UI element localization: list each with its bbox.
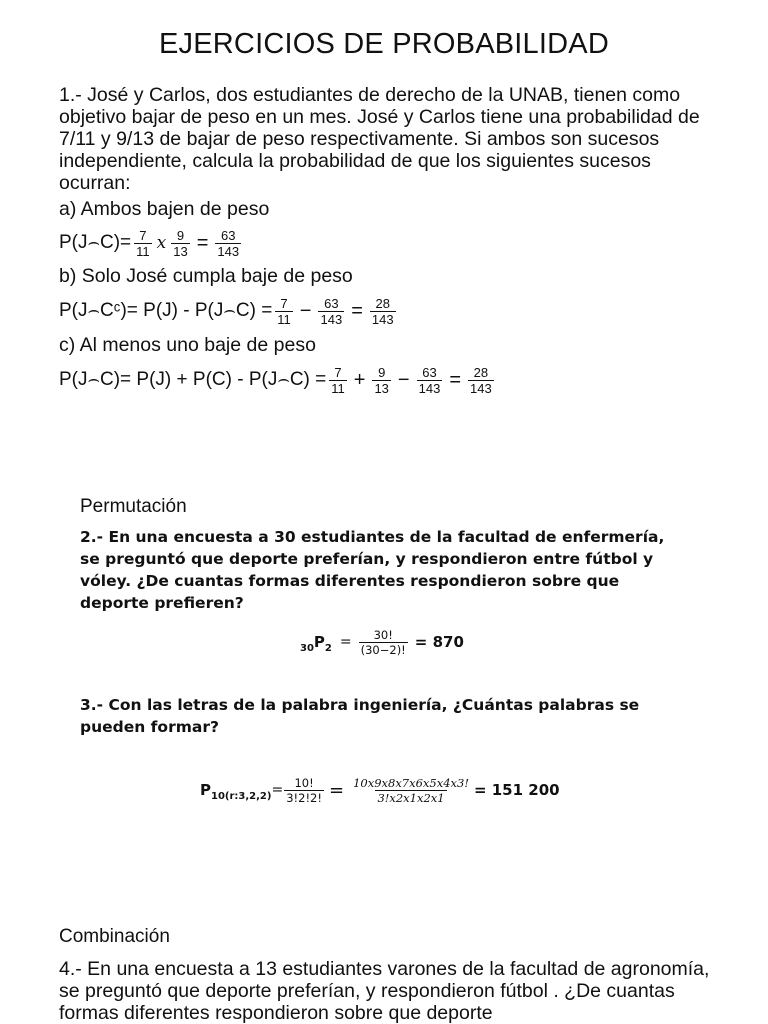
question-2-formula [300,622,464,662]
equals-sign: = [339,634,352,650]
question-3: 3.- Con las letras de la palabra ingeniería, ¿Cuántas palabras se pueden formar? [80,696,640,736]
exercise-1a-label: a) Ambos bajen de peso [59,198,270,220]
equals-sign: = [328,779,345,801]
fraction: $\frac{10x9x8x7x6x5x4x3!}{3!x2x1x2x1}$ [353,775,469,805]
fraction: $\frac{9}{13}$ [374,364,389,396]
equals-sign: = [196,231,209,254]
fraction: $\frac{63}{143}$ [217,227,240,259]
fraction: $\frac{63}{143}$ [320,295,343,327]
exercise-1b-label: b) Solo José cumpla baje de peso [59,265,353,287]
formula-lhs: P(J⌢C)= [59,232,132,253]
fraction: $\frac{7}{11}$ [136,227,150,259]
result: = 151 200 [473,781,560,799]
minus-sign: − [397,368,410,391]
page-title: EJERCICIOS DE PROBABILIDAD [159,28,609,60]
question-2: 2.- En una encuesta a 30 estudiantes de la facultad de enfermería, se preguntó que deporte preferían, y respondieron entre fútbol y vóley. ¿De cuantas formas diferentes respondieron sobre que deporte prefieren? [80,528,665,612]
minus-sign: − [299,299,312,322]
exercise-1a-formula [59,222,244,264]
exercise-1c-label: c) Al menos uno baje de peso [59,334,316,356]
permutation-heading: Permutación [80,496,187,517]
plus-sign: + [353,368,366,391]
exercise-1b-formula [59,290,399,332]
fraction: $\frac{63}{143}$ [418,364,441,396]
times-sign: x [156,233,167,253]
permutation-symbol: P [313,633,325,651]
equals-sign: = [271,782,284,798]
combination-heading: Combinación [59,926,170,947]
formula-lhs: P(J⌢Cᶜ)= P(J) - P(J⌢C) = [59,300,273,321]
permutation-r: 2 [324,642,332,654]
permutation-symbol: P [200,781,211,799]
permutation-n: 30 [300,642,314,654]
question-3-formula [200,768,560,812]
fraction: $\frac{7}{11}$ [277,295,291,327]
fraction: $\frac{28}{143}$ [470,364,492,396]
fraction: $\frac{7}{11}$ [331,364,345,396]
equals-sign: = [449,368,461,391]
equals-sign: = [351,299,363,322]
fraction: $\frac{30!}{(30-2)!}$ [360,627,406,657]
fraction: $\frac{10!}{3!2!2!}$ [286,775,322,805]
permutation-subscript: 10(r:3,2,2) [211,790,272,802]
formula-lhs: P(J⌢C)= P(J) + P(C) - P(J⌢C) = [59,369,327,390]
exercise-1-statement: 1.- José y Carlos, dos estudiantes de derecho de la UNAB, tienen como objetivo bajar de peso en un mes. José y Carlos tiene una probabilidad de 7/11 y 9/13 de bajar de peso respectivamente. Si ambos son sucesos independiente, calcula la probabilidad de que los siguientes sucesos ocurran: [59,84,700,194]
question-4: 4.- En una encuesta a 13 estudiantes varones de la facultad de agronomía, se preguntó que deporte preferían, y respondieron fútbol . ¿De cuantas formas diferentes respondieron sobre que deporte [59,958,710,1024]
result: = 870 [414,633,464,651]
fraction: $\frac{28}{143}$ [371,295,394,327]
fraction: $\frac{9}{13}$ [173,227,188,259]
exercise-1c-formula [59,359,497,401]
